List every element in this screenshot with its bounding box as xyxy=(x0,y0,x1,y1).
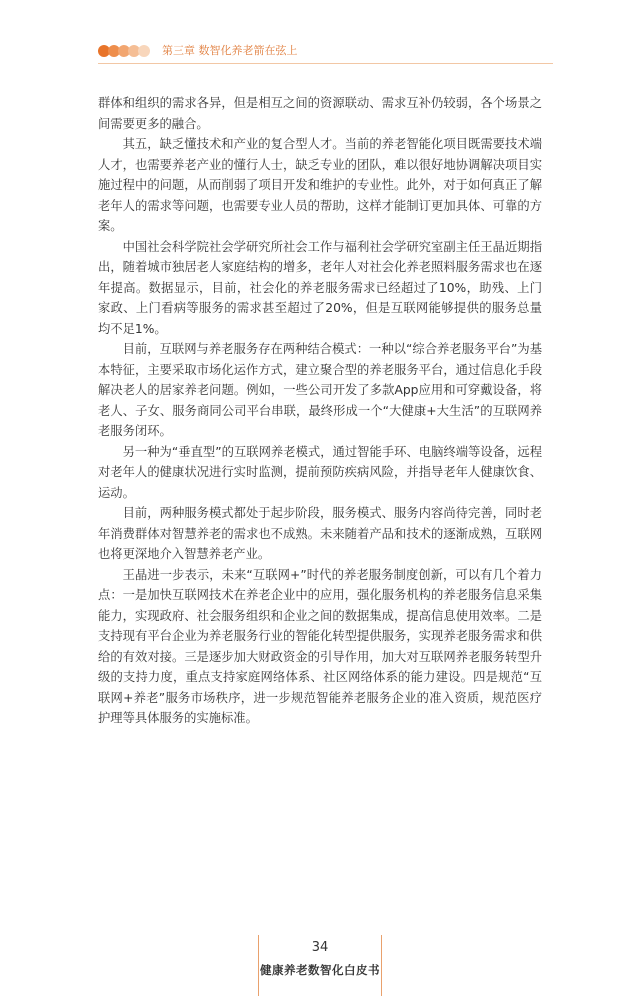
paragraph: 另一种为“垂直型”的互联网养老模式，通过智能手环、电脑终端等设备，远程对老年人的健康状况进行实时监测，提前预防疾病风险，并指导老年人健康饮食、运动。 xyxy=(98,444,542,500)
paragraph: 目前，两种服务模式都处于起步阶段，服务模式、服务内容尚待完善，同时老年消费群体对智慧养老的需求也不成熟。未来随着产品和技术的逐渐成熟，互联网也将更深地介入智慧养老产业。 xyxy=(98,506,542,561)
footer-title: 健康养老数智化白皮书 xyxy=(260,963,380,977)
paragraph: 中国社会科学院社会学研究所社会工作与福利社会学研究室副主任王晶近期指出，随着城市独居老人家庭结构的增多，老年人对社会化养老照料服务需求也在逐年提高。数据显示，目前，社会化的养老服务需求已经超过了10%，助残、上门家政、上门看病等服务的需求甚至超过了20%，但是互联网能够提供的服务总量均不足1%。 xyxy=(98,239,542,336)
paragraph: 王晶进一步表示，未来“互联网+”时代的养老服务制度创新，可以有几个着力点：一是加快互联网技术在养老企业中的应用，强化服务机构的养老服务信息采集能力，实现政府、社会服务组织和企业之间的数据集成，提高信息使用效率。二是支持现有平台企业为养老服务行业的智能化转型提供服务，实现养老服务需求和供给的有效对接。三是逐步加大财政资金的引导作用，加大对互联网养老服务转型升级的支持力度，重点支持家庭网络体系、社区网络体系的能力建设。四是规范“互联网+养老”服务市场秩序，进一步规范智能养老服务企业的准入资质，规范医疗护理等具体服务的实施标准。 xyxy=(98,567,542,725)
header-divider xyxy=(98,63,553,64)
decorative-dot xyxy=(138,45,150,57)
chapter-title: 第三章 数智化养老箭在弦上 xyxy=(162,44,298,57)
paragraph: 群体和组织的需求各异，但是相互之间的资源联动、需求互补仍较弱，各个场景之间需要更多的融合。 xyxy=(98,96,542,131)
decorative-dots xyxy=(98,45,158,57)
body-text xyxy=(98,93,542,729)
page-header xyxy=(0,0,640,64)
paragraph: 目前，互联网与养老服务存在两种结合模式：一种以“综合养老服务平台”为基本特征，主要采取市场化运作方式，建立聚合型的养老服务平台，通过信息化手段解决老人的居家养老问题。例如，一些公司开发了多款App应用和可穿戴设备，将老人、子女、服务商同公司平台串联，最终形成一个“大健康+大生活”的互联网养老服务闭环。 xyxy=(98,342,542,438)
paragraph: 其五，缺乏懂技术和产业的复合型人才。当前的养老智能化项目既需要技术端人才，也需要养老产业的懂行人士，缺乏专业的团队，难以很好地协调解决项目实施过程中的问题，从而削弱了项目开发和维护的专业性。此外，对于如何真正了解老年人的需求等问题，也需要专业人员的帮助，这样才能制订更加具体、可靠的方案。 xyxy=(98,137,542,233)
page-number: 34 xyxy=(311,940,329,955)
